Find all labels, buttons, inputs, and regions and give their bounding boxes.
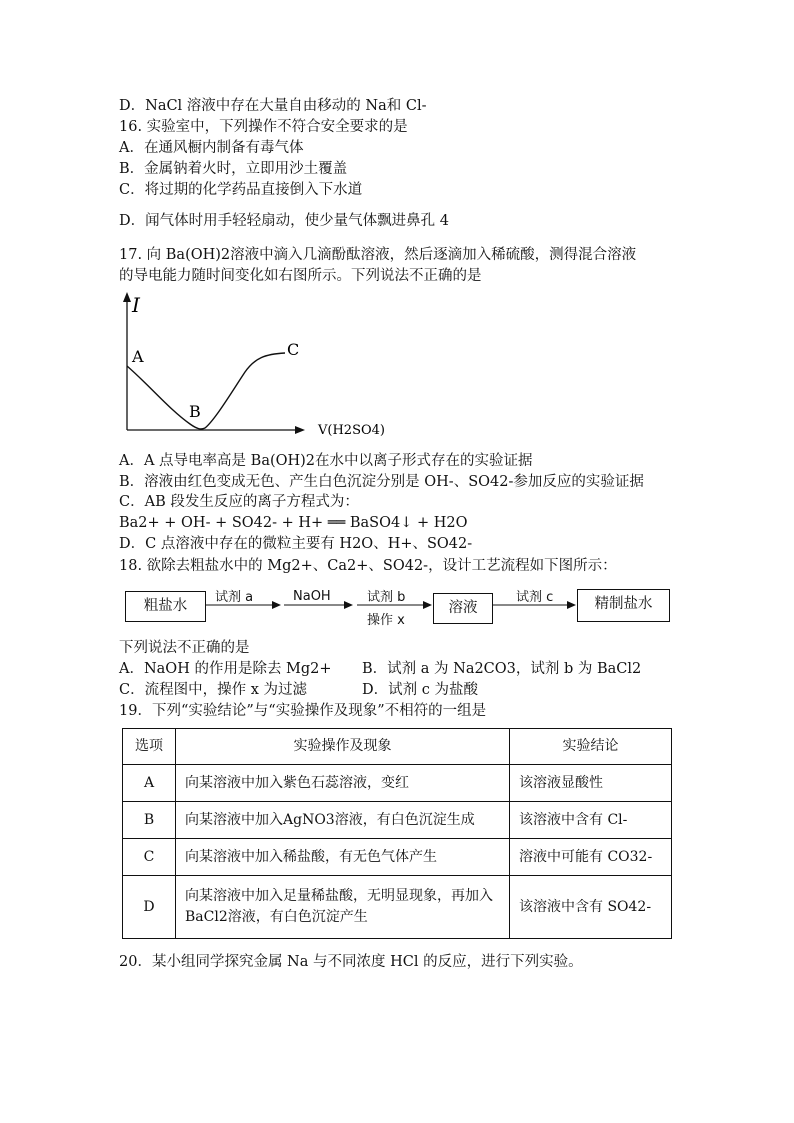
q18-option-a: A．NaOH 的作用是除去 Mg2+ [119, 661, 332, 677]
point-a-label: A [132, 347, 144, 366]
q20-stem: 20．某小组同学探究金属 Na 与不同浓度 HCl 的反应，进行下列实验。 [119, 954, 583, 970]
header-option: 选项 [123, 729, 176, 765]
q17-option-d: D．C 点溶液中存在的微粒主要有 H2O、H+、SO42- [119, 536, 473, 552]
row-c-operation: 向某溶液中加入稀盐酸，有无色气体产生 [176, 839, 510, 876]
row-b-conclusion: 该溶液中含有 Cl- [510, 802, 672, 839]
q17-option-a: A．A 点导电率高是 Ba(OH)2在水中以离子形式存在的实验证据 [119, 453, 533, 469]
flow-box-refined-brine: 精制盐水 [577, 589, 670, 622]
q16-stem: 16. 实验室中，下列操作不符合安全要求的是 [119, 119, 408, 135]
table-row [123, 876, 672, 939]
table-row [123, 802, 672, 839]
header-conclusion: 实验结论 [510, 729, 672, 765]
q16-option-d: D．闻气体时用手轻轻扇动，使少量气体飘进鼻孔 4 [119, 213, 449, 229]
row-a-operation: 向某溶液中加入紫色石蕊溶液，变红 [176, 765, 510, 802]
row-d-option: D [123, 876, 176, 939]
q17-option-c: C．AB 段发生反应的离子方程式为： [119, 494, 359, 510]
row-a-option: A [123, 765, 176, 802]
table-header [123, 729, 672, 765]
flow-reagent-c: 试剂 c [516, 590, 554, 605]
q18-stem: 18. 欲除去粗盐水中的 Mg2+、Ca2+、SO42-，设计工艺流程如下图所示： [119, 558, 617, 574]
header-operation: 实验操作及现象 [176, 729, 510, 765]
q19-table [122, 728, 672, 939]
flow-box-crude-brine: 粗盐水 [125, 591, 206, 622]
row-d-conclusion: 该溶液中含有 SO42- [510, 876, 672, 939]
row-b-operation: 向某溶液中加入AgNO3溶液，有白色沉淀生成 [176, 802, 510, 839]
point-b-label: B [189, 402, 201, 421]
q16-option-a: A．在通风橱内制备有毒气体 [119, 140, 304, 156]
row-b-option: B [123, 802, 176, 839]
table-row [123, 839, 672, 876]
row-d-operation: 向某溶液中加入足量稀盐酸，无明显现象，再加入 BaCl2溶液，有白色沉淀产生 [176, 876, 510, 939]
row-a-conclusion: 该溶液显酸性 [510, 765, 672, 802]
row-c-conclusion: 溶液中可能有 CO32- [510, 839, 672, 876]
conductivity-curve [127, 353, 285, 429]
q17-option-b: B．溶液由红色变成无色、产生白色沉淀分别是 OH-、SO42-参加反应的实验证据 [119, 474, 644, 490]
q19-stem: 19．下列“实验结论”与“实验操作及现象”不相符的一组是 [119, 703, 487, 719]
table-row [123, 765, 672, 802]
q16-option-b: B．金属钠着火时，立即用沙土覆盖 [119, 161, 348, 177]
flow-naoh: NaOH [293, 589, 331, 604]
point-c-label: C [287, 340, 300, 359]
row-c-option: C [123, 839, 176, 876]
q18-option-b: B．试剂 a 为 Na2CO3，试剂 b 为 BaCl2 [362, 661, 642, 677]
flow-reagent-a: 试剂 a [215, 590, 254, 605]
graph-y-label: I [132, 293, 140, 317]
q17-stem-2: 的导电能力随时间变化如右图所示。下列说法不正确的是 [119, 268, 482, 284]
graph-x-label: V(H2SO4) [318, 423, 385, 438]
q17-equation: Ba2+ + OH- + SO42- + H+ ══ BaSO4↓ + H2O [119, 515, 468, 531]
flow-reagent-b: 试剂 b [367, 590, 406, 605]
q15-option-d: D．NaCl 溶液中存在大量自由移动的 Na和 Cl- [119, 98, 427, 114]
q16-option-c: C．将过期的化学药品直接倒入下水道 [119, 182, 363, 198]
q18-option-d: D．试剂 c 为盐酸 [362, 682, 478, 698]
flow-operation-x: 操作 x [367, 613, 405, 628]
flow-box-solution: 溶液 [433, 593, 493, 624]
conductivity-graph [115, 290, 415, 445]
q18-option-c: C．流程图中，操作 x 为过滤 [119, 682, 307, 698]
q17-stem-1: 17. 向 Ba(OH)2溶液中滴入几滴酚酞溶液，然后逐滴加入稀硫酸，测得混合溶液 [119, 247, 637, 263]
q18-prompt: 下列说法不正确的是 [119, 640, 250, 656]
